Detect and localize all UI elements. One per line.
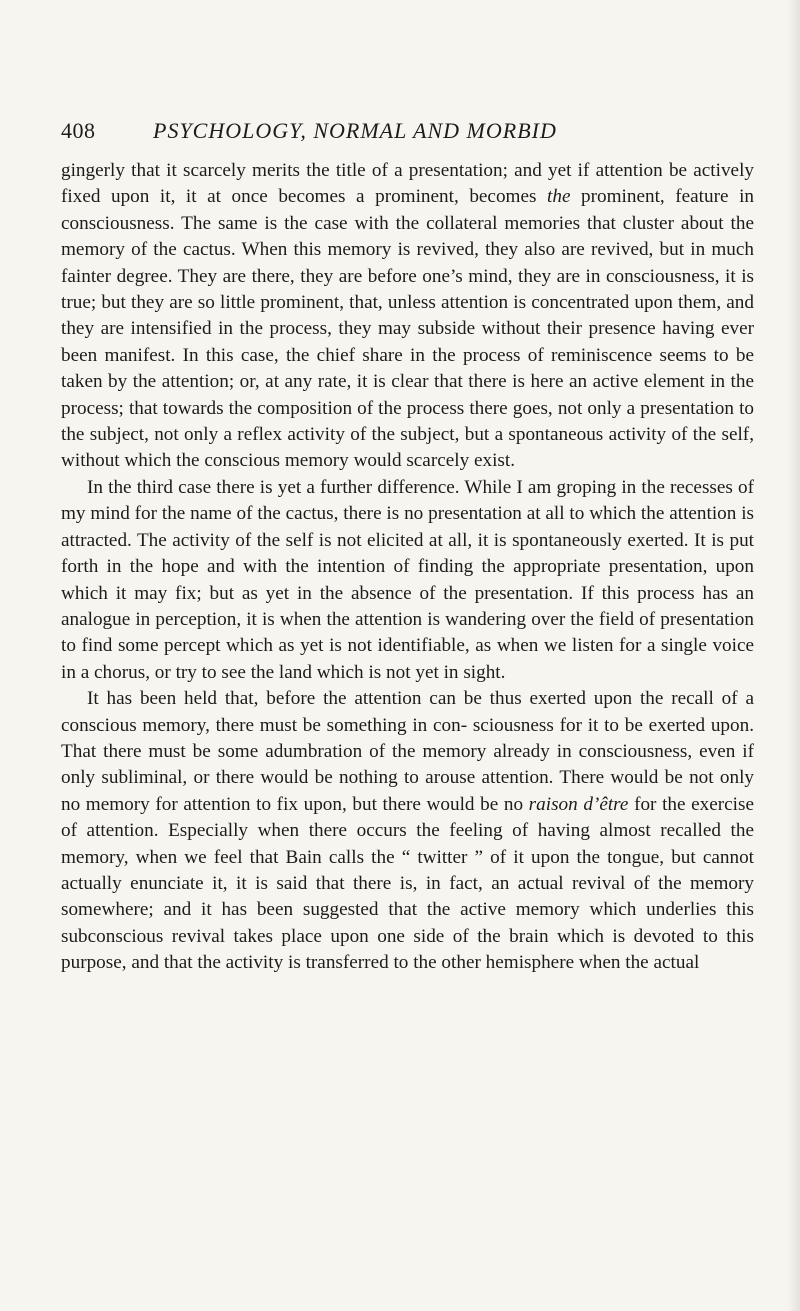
paragraph-3 <box>61 686 754 976</box>
paragraph-2-segment-1: In the third case there is yet a further difference. While I am groping in the recesses of my mind for the name of the cactus, there is no presentation at all to which the attention is attracted. The activity of the self is not elicited at all, it is spontaneously exerted. It is put forth in the hope and with the intention of finding the appropriate presentation, upon which it may fix; but as yet in the absence of the presentation. If this process has an analogue in perception, it is when the attention is wandering over the field of presentation to find some percept which as yet is not identifiable, as when we listen for a single voice in a chorus, or try to see the land which is not yet in sight. <box>61 476 754 683</box>
paragraph-1-italic-the: the <box>547 186 571 208</box>
paragraph-3-segment-3: for the exercise of attention. Especially when there occurs the feeling of having almost recalled the memory, when we feel that Bain calls the “ twitter ” of it upon the tongue, but cannot actually enunciate it, it is said that there is, in fact, an actual revival of the memory somewhere; and it has been suggested that the active memory which underlies this subconscious revival takes place upon one side of the brain which is devoted to this purpose, and that the activity is transferred to the other hemisphere when the actual <box>61 793 754 974</box>
paragraph-1-segment-3: prominent, feature in consciousness. The same is the case with the collateral memories that cluster about the memory of the cactus. When this memory is revived, they also are revived, but in much fainter degree. They are there, they are before one’s mind, they are in consciousness, it is true; but they are so little prominent, that, unless attention is concentrated upon them, and they are intensified in the process, they may subside without their presence having ever been manifest. In this case, the chief share in the process of reminiscence seems to be taken by the attention; or, at any rate, it is clear that there is here an active element in the process; that towards the composition of the process there goes, not only a presentation to the subject, not only a reflex activity of the subject, but a spontaneous activity of the self, without which the conscious memory would scarcely exist. <box>61 186 754 472</box>
paragraph-2 <box>61 475 754 686</box>
page-edge-shadow <box>788 0 800 1311</box>
paragraph-3-segment-1: It has been held that, before the attention can be thus exerted upon the recall of a conscious memory, there must be something in con- sciousness for it to be exerted upon. That there must be some adumbration of the memory already in consciousness, even if only subliminal, or there would be nothing to arouse attention. There would be not only no memory for attention to fix upon, but there would be no <box>61 688 754 815</box>
paragraph-3-italic-raison-detre: raison d’être <box>528 793 629 815</box>
page-header <box>61 118 754 154</box>
body-text <box>61 158 754 977</box>
page-number: 408 <box>61 118 96 143</box>
running-head: PSYCHOLOGY, NORMAL AND MORBID <box>153 118 557 143</box>
book-page <box>61 118 754 977</box>
paragraph-1 <box>61 158 754 475</box>
paragraph-1-segment-1: gingerly that it scarcely merits the title of a presentation; and yet if attention be actively fixed upon it, it at once becomes a prominent, becomes <box>61 160 754 208</box>
